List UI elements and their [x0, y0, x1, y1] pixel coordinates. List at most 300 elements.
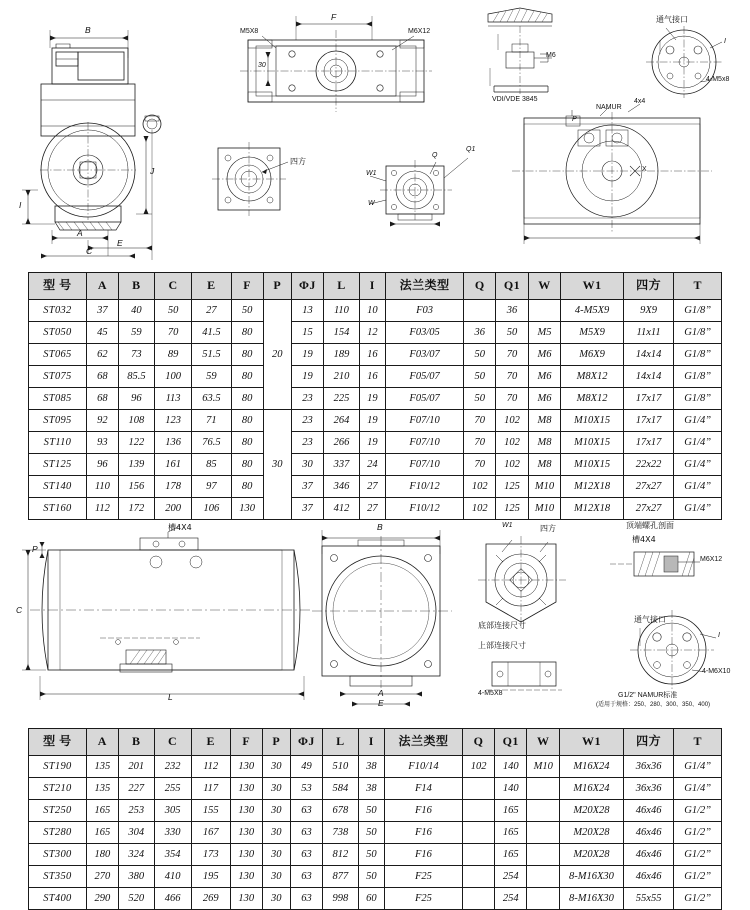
cell-i: 60: [358, 888, 384, 910]
cell-e: 41.5: [192, 322, 231, 344]
cell-c: 100: [154, 366, 191, 388]
col-flange-type: 法兰类型: [386, 273, 464, 300]
cell-i: 19: [359, 388, 385, 410]
view-vdi-bracket: [488, 8, 552, 94]
cell-f: 80: [231, 432, 263, 454]
table-row: [29, 366, 722, 388]
label-dim-i: I: [19, 200, 22, 210]
cell-model: ST095: [29, 410, 87, 432]
cell-i: 24: [359, 454, 385, 476]
table-row: [29, 322, 722, 344]
table-body: [29, 300, 722, 520]
cell-l: 412: [324, 498, 360, 520]
cell-t: G1/8”: [674, 322, 722, 344]
cell-l: 877: [323, 866, 359, 888]
cell-model: ST140: [29, 476, 87, 498]
cell-flange: F14: [384, 778, 462, 800]
label-slot4x4-right: 槽4X4: [632, 535, 656, 544]
cell-q: 50: [464, 344, 496, 366]
cell-f: 80: [231, 366, 263, 388]
cell-flange: F16: [384, 800, 462, 822]
cell-q1: 125: [496, 476, 528, 498]
cell-t: G1/4”: [674, 498, 722, 520]
cell-p: 30: [262, 888, 290, 910]
cell-p: 30: [262, 822, 290, 844]
cell-b: 324: [118, 844, 154, 866]
view-bottom-connection: [478, 536, 566, 690]
cell-model: ST065: [29, 344, 87, 366]
cell-t: G1/8”: [674, 388, 722, 410]
cell-model: ST210: [29, 778, 87, 800]
cell-t: G1/2”: [674, 888, 722, 910]
label-b-w1: W1: [502, 522, 513, 529]
cell-b: 85.5: [118, 366, 154, 388]
cell-j: 37: [291, 476, 323, 498]
cell-a: 62: [86, 344, 118, 366]
cell-e: 195: [191, 866, 230, 888]
cell-a: 270: [86, 866, 118, 888]
cell-e: 97: [192, 476, 231, 498]
col-w1: W1: [561, 273, 623, 300]
cell-sq: 55x55: [623, 888, 674, 910]
label-namur-note-2: (适用于规格：250、280、300、350、400): [596, 702, 711, 708]
label-b-dim-a: A: [378, 688, 384, 698]
cell-i: 27: [359, 476, 385, 498]
label-4-m5x8: 4-M5x8: [706, 76, 730, 83]
col-l: L: [323, 729, 359, 756]
cell-l: 738: [323, 822, 359, 844]
label-m6: M6: [546, 52, 556, 59]
view-side-elevation: [22, 30, 161, 260]
cell-model: ST160: [29, 498, 87, 520]
table-row: [29, 300, 722, 322]
cell-sq: 9X9: [623, 300, 674, 322]
label-i-bottom-right: I: [718, 632, 720, 639]
cell-i: 38: [358, 756, 384, 778]
cell-c: 305: [154, 800, 191, 822]
cell-c: 89: [154, 344, 191, 366]
cell-i: 38: [358, 778, 384, 800]
cell-c: 113: [154, 388, 191, 410]
cell-j: 19: [291, 344, 323, 366]
col-w1: W1: [560, 729, 624, 756]
cell-t: G1/4”: [674, 432, 722, 454]
cell-f: 130: [231, 498, 263, 520]
cell-w: M8: [528, 454, 561, 476]
cell-w1: M8X12: [561, 366, 623, 388]
col-q: Q: [464, 273, 496, 300]
label-w: W: [368, 200, 375, 207]
cell-q1: 102: [496, 410, 528, 432]
col-q1: Q1: [495, 729, 527, 756]
cell-sq: 27x27: [623, 476, 674, 498]
cell-c: 466: [154, 888, 191, 910]
table-header-row: [29, 273, 722, 300]
cell-w: M6: [528, 388, 561, 410]
cell-w1: M20X28: [560, 822, 624, 844]
cell-w: M8: [528, 432, 561, 454]
cell-c: 161: [154, 454, 191, 476]
cell-b: 253: [118, 800, 154, 822]
cell-t: G1/4”: [674, 454, 722, 476]
cell-l: 210: [324, 366, 360, 388]
cell-w1: M6X9: [561, 344, 623, 366]
cell-t: G1/8”: [674, 300, 722, 322]
label-dim-b: B: [85, 25, 91, 35]
cell-sq: 36x36: [623, 778, 674, 800]
label-m6x12-right: M6X12: [700, 556, 723, 563]
col-e: E: [192, 273, 231, 300]
col-a: A: [86, 273, 118, 300]
cell-model: ST250: [29, 800, 87, 822]
cell-sq: 46x46: [623, 844, 674, 866]
cell-j: 63: [290, 866, 322, 888]
cell-q: [464, 300, 496, 322]
cell-l: 584: [323, 778, 359, 800]
cell-j: 23: [291, 432, 323, 454]
table-row: [29, 778, 722, 800]
label-b-dim-b: B: [377, 522, 383, 532]
cell-j: 13: [291, 300, 323, 322]
cell-b: 172: [118, 498, 154, 520]
cell-sq: 46x46: [623, 866, 674, 888]
cell-c: 330: [154, 822, 191, 844]
label-b-dim-c: C: [16, 605, 23, 615]
cell-e: 106: [192, 498, 231, 520]
cell-l: 812: [323, 844, 359, 866]
table-row: [29, 476, 722, 498]
cell-f: 80: [231, 476, 263, 498]
cell-a: 165: [86, 800, 118, 822]
cell-w1: M10X15: [561, 432, 623, 454]
table-row: [29, 822, 722, 844]
top-drawing-group: [0, 0, 750, 258]
cell-q1: 165: [495, 822, 527, 844]
label-q: Q: [432, 152, 438, 159]
cell-w: [527, 866, 560, 888]
cell-a: 135: [86, 756, 118, 778]
cell-p-merged: 20: [263, 300, 291, 410]
label-p-left: P: [572, 116, 577, 123]
cell-w: [527, 844, 560, 866]
cell-q1: 70: [496, 366, 528, 388]
cell-q1: 165: [495, 800, 527, 822]
cell-q1: 70: [496, 344, 528, 366]
cell-p: 30: [262, 800, 290, 822]
label-top-conn: 上部连接尺寸: [478, 641, 526, 650]
cell-a: 135: [86, 778, 118, 800]
cell-j: 53: [290, 778, 322, 800]
cell-q: 50: [464, 388, 496, 410]
cell-sq: 22x22: [623, 454, 674, 476]
cell-p: 30: [262, 756, 290, 778]
bottom-drawing-group: [0, 510, 750, 720]
cell-f: 130: [230, 844, 262, 866]
cell-e: 85: [192, 454, 231, 476]
table-row: [29, 756, 722, 778]
cell-i: 50: [358, 800, 384, 822]
view-square-flange: [212, 142, 288, 216]
cell-f: 50: [231, 300, 263, 322]
cell-flange: F10/12: [386, 476, 464, 498]
cell-w1: M16X24: [560, 778, 624, 800]
cell-model: ST400: [29, 888, 87, 910]
col-q1: Q1: [496, 273, 528, 300]
cell-sq: 27x27: [623, 498, 674, 520]
cell-w: [527, 888, 560, 910]
cell-flange: F16: [384, 822, 462, 844]
col-q: Q: [462, 729, 494, 756]
label-square-cn: 四方: [290, 157, 306, 166]
cell-t: G1/4”: [674, 410, 722, 432]
col-i: I: [358, 729, 384, 756]
table-row: [29, 866, 722, 888]
cell-f: 130: [230, 800, 262, 822]
cell-sq: 46x46: [623, 800, 674, 822]
cell-w: [527, 800, 560, 822]
label-b-dim-p: P: [32, 544, 38, 554]
cell-i: 50: [358, 866, 384, 888]
cell-c: 232: [154, 756, 191, 778]
cell-w1: M5X9: [561, 322, 623, 344]
cell-b: 201: [118, 756, 154, 778]
view-end-circle: [312, 530, 452, 707]
cell-c: 410: [154, 866, 191, 888]
cell-w1: M10X15: [561, 454, 623, 476]
cell-flange: F05/07: [386, 388, 464, 410]
cell-j: 23: [291, 410, 323, 432]
col-i: I: [359, 273, 385, 300]
cell-model: ST032: [29, 300, 87, 322]
cell-q: 70: [464, 432, 496, 454]
cell-t: G1/4”: [674, 778, 722, 800]
cell-q1: 254: [495, 888, 527, 910]
cell-a: 110: [86, 476, 118, 498]
cell-w1: M10X15: [561, 410, 623, 432]
cell-t: G1/2”: [674, 800, 722, 822]
label-vdi-vde: VDI/VDE 3845: [492, 96, 538, 103]
cell-b: 139: [118, 454, 154, 476]
cell-j: 19: [291, 366, 323, 388]
col-t: T: [674, 729, 722, 756]
cell-c: 50: [154, 300, 191, 322]
cell-flange: F10/12: [386, 498, 464, 520]
cell-j: 37: [291, 498, 323, 520]
cell-a: 92: [86, 410, 118, 432]
cell-sq: 11x11: [623, 322, 674, 344]
cell-e: 167: [191, 822, 230, 844]
view-w-q-detail: [370, 158, 468, 227]
cell-model: ST085: [29, 388, 87, 410]
spec-table-large-models: [28, 728, 722, 910]
cell-e: 71: [192, 410, 231, 432]
cell-c: 123: [154, 410, 191, 432]
col-w: W: [527, 729, 560, 756]
cell-flange: F07/10: [386, 410, 464, 432]
cell-l: 189: [324, 344, 360, 366]
cell-p: 30: [262, 778, 290, 800]
cell-b: 520: [118, 888, 154, 910]
col-a: A: [86, 729, 118, 756]
table-row: [29, 888, 722, 910]
cell-l: 154: [324, 322, 360, 344]
cell-q: 50: [464, 366, 496, 388]
cell-flange: F25: [384, 866, 462, 888]
cell-t: G1/2”: [674, 866, 722, 888]
cell-flange: F16: [384, 844, 462, 866]
cell-q: 102: [464, 498, 496, 520]
cell-t: G1/2”: [674, 844, 722, 866]
cell-q1: 50: [496, 322, 528, 344]
cell-flange: F10/14: [384, 756, 462, 778]
cell-a: 45: [86, 322, 118, 344]
cell-q: 70: [464, 454, 496, 476]
cell-e: 269: [191, 888, 230, 910]
cell-q1: 140: [495, 778, 527, 800]
cell-a: 96: [86, 454, 118, 476]
view-top-hole-section: [610, 552, 700, 576]
label-namur-note-1: G1/2" NAMUR标准: [618, 692, 678, 699]
table-row: [29, 800, 722, 822]
cell-w1: M12X18: [561, 498, 623, 520]
col-c: C: [154, 273, 191, 300]
cell-flange: F25: [384, 888, 462, 910]
cell-sq: 46x46: [623, 822, 674, 844]
cell-q: [462, 866, 494, 888]
cell-a: 180: [86, 844, 118, 866]
cell-w: [527, 822, 560, 844]
cell-l: 225: [324, 388, 360, 410]
col-model: 型 号: [29, 729, 87, 756]
cell-a: 37: [86, 300, 118, 322]
cell-j: 30: [291, 454, 323, 476]
cell-e: 27: [192, 300, 231, 322]
table-row: [29, 454, 722, 476]
cell-q: 102: [464, 476, 496, 498]
cell-p: 30: [262, 866, 290, 888]
label-m5x8: M5X8: [240, 28, 259, 35]
label-b-square: 四方: [540, 524, 556, 533]
cell-p: 30: [262, 844, 290, 866]
cell-model: ST280: [29, 822, 87, 844]
cell-w: [527, 778, 560, 800]
cell-w: M10: [528, 476, 561, 498]
cell-e: 155: [191, 800, 230, 822]
cell-i: 19: [359, 410, 385, 432]
table-row: [29, 344, 722, 366]
cell-b: 73: [118, 344, 154, 366]
label-q1: Q1: [466, 146, 476, 153]
cell-c: 200: [154, 498, 191, 520]
cell-flange: F05/07: [386, 366, 464, 388]
cell-f: 80: [231, 344, 263, 366]
cell-c: 136: [154, 432, 191, 454]
cell-b: 96: [118, 388, 154, 410]
col-b: B: [118, 729, 154, 756]
cell-w: M6: [528, 366, 561, 388]
col-l: L: [324, 273, 360, 300]
label-w1: W1: [366, 170, 377, 177]
cell-t: G1/2”: [674, 822, 722, 844]
cell-q: [462, 822, 494, 844]
cell-q: 36: [464, 322, 496, 344]
label-dim-c: C: [86, 246, 93, 256]
cell-l: 998: [323, 888, 359, 910]
label-bottom-conn: 底部连接尺寸: [478, 621, 526, 630]
cell-f: 80: [231, 388, 263, 410]
label-top-hole-section: 顶端螺孔剖面: [626, 521, 674, 530]
cell-j: 49: [290, 756, 322, 778]
cell-b: 122: [118, 432, 154, 454]
cell-f: 80: [231, 454, 263, 476]
cell-t: G1/8”: [674, 344, 722, 366]
cell-w1: M12X18: [561, 476, 623, 498]
cell-model: ST350: [29, 866, 87, 888]
label-air-port-cn: 通气接口: [656, 15, 688, 24]
cell-f: 80: [231, 410, 263, 432]
cell-j: 15: [291, 322, 323, 344]
table-row: [29, 410, 722, 432]
label-dim-j: J: [150, 166, 155, 176]
table-header-row: [29, 729, 722, 756]
cell-c: 70: [154, 322, 191, 344]
cell-l: 266: [324, 432, 360, 454]
cell-i: 16: [359, 344, 385, 366]
cell-b: 40: [118, 300, 154, 322]
col-w: W: [528, 273, 561, 300]
label-dim-f: F: [331, 12, 337, 22]
cell-model: ST110: [29, 432, 87, 454]
cell-q1: 140: [495, 756, 527, 778]
cell-w: M6: [528, 344, 561, 366]
cell-j: 23: [291, 388, 323, 410]
cell-e: 51.5: [192, 344, 231, 366]
cell-model: ST125: [29, 454, 87, 476]
label-dim-a: A: [77, 228, 83, 238]
col-f: F: [230, 729, 262, 756]
cell-q: [462, 778, 494, 800]
cell-b: 108: [118, 410, 154, 432]
cell-a: 290: [86, 888, 118, 910]
col-p: P: [263, 273, 291, 300]
col-e: E: [191, 729, 230, 756]
cell-q: 102: [462, 756, 494, 778]
cell-q1: 254: [495, 866, 527, 888]
cell-q1: 165: [495, 844, 527, 866]
cell-a: 112: [86, 498, 118, 520]
cell-f: 130: [230, 822, 262, 844]
cell-p-merged: 30: [263, 410, 291, 520]
cell-f: 130: [230, 778, 262, 800]
label-b-dim-e: E: [378, 698, 384, 708]
cell-f: 80: [231, 322, 263, 344]
cell-j: 63: [290, 844, 322, 866]
table-row: [29, 388, 722, 410]
cell-e: 59: [192, 366, 231, 388]
cell-t: G1/8”: [674, 366, 722, 388]
label-4-m5x8: 4-M5X8: [478, 690, 503, 697]
cell-i: 50: [358, 844, 384, 866]
cell-flange: F03/07: [386, 344, 464, 366]
cell-l: 110: [324, 300, 360, 322]
cell-l: 264: [324, 410, 360, 432]
cell-flange: F07/10: [386, 454, 464, 476]
cell-j: 63: [290, 800, 322, 822]
col-phi-j: ΦJ: [291, 273, 323, 300]
cell-e: 117: [191, 778, 230, 800]
cell-f: 130: [230, 888, 262, 910]
label-x-mark: X: [642, 166, 647, 173]
